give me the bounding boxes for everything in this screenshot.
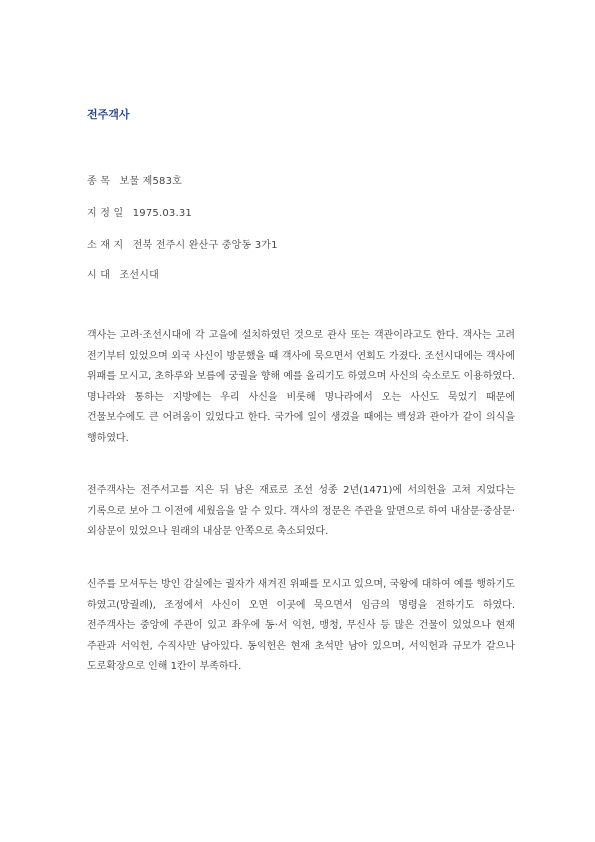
era-label: 시 대 bbox=[87, 270, 111, 281]
paragraph-1: 객사는 고려·조선시대에 각 고을에 설치하였던 것으로 관사 또는 객관이라고도 한다. 객사는 고려 전기부터 있었으며 외국 사신이 방문했을 때 객사에 묵으면서 연회도 가졌다. 조선시대에는 객사에 위패를 모시고, 초하루와 보름에 궁궐을 향해 예를 올리기도 하였으며 사신의 숙소로도 이용하였다. 명나라와 통하는 지방에는 우리 사신을 비롯해 명나라에서 오는 사신도 묵었기 때문에 건물보수에도 큰 어려움이 있었다고 한다. 국가에 일이 생겼을 때에는 백성과 관아가 같이 의식을 행하였다. bbox=[87, 330, 515, 444]
category-row bbox=[87, 172, 182, 187]
category-label: 종 목 bbox=[87, 176, 111, 187]
page-title: 전주객사 bbox=[87, 108, 130, 121]
location-value: 전북 전주시 완산구 중앙동 3가1 bbox=[132, 240, 278, 251]
designation-date-label: 지 정 일 bbox=[87, 208, 124, 219]
paragraph-2: 전주객사는 전주서고를 지은 뒤 남은 재료로 조선 성종 2년(1471)에 서의헌을 고쳐 지었다는 기록으로 보아 그 이전에 세웠음을 알 수 있다. 객사의 정문은 주관을 앞면으로 하여 내삼문·중삼문·외삼문이 있었으나 원래의 내삼문 안쪽으로 축소되었다. bbox=[87, 485, 515, 537]
era-value: 조선시대 bbox=[119, 270, 159, 281]
location-label: 소 재 지 bbox=[87, 240, 124, 251]
category-value: 보물 제583호 bbox=[119, 176, 183, 187]
era-row bbox=[87, 266, 159, 281]
location-row bbox=[87, 236, 278, 251]
paragraph-3: 신주를 모셔두는 방인 감실에는 궐자가 새겨진 위패를 모시고 있으며, 국왕에 대하여 예를 행하기도 하였고(망궐례), 조정에서 사신이 오면 이곳에 묵으면서 임금의 명령을 전하기도 하였다. 전주객사는 중앙에 주관이 있고 좌우에 동·서 익헌, 맹청, 무신사 등 많은 건물이 있었으나 현재 주관과 서익헌, 수직사만 남아있다. 동익헌은 현재 초석만 남아 있으며, 서익헌과 규모가 같으나 도로확장으로 인해 1칸이 부족하다. bbox=[87, 579, 515, 672]
designation-date-value: 1975.03.31 bbox=[132, 208, 192, 219]
designation-date-row bbox=[87, 204, 192, 219]
